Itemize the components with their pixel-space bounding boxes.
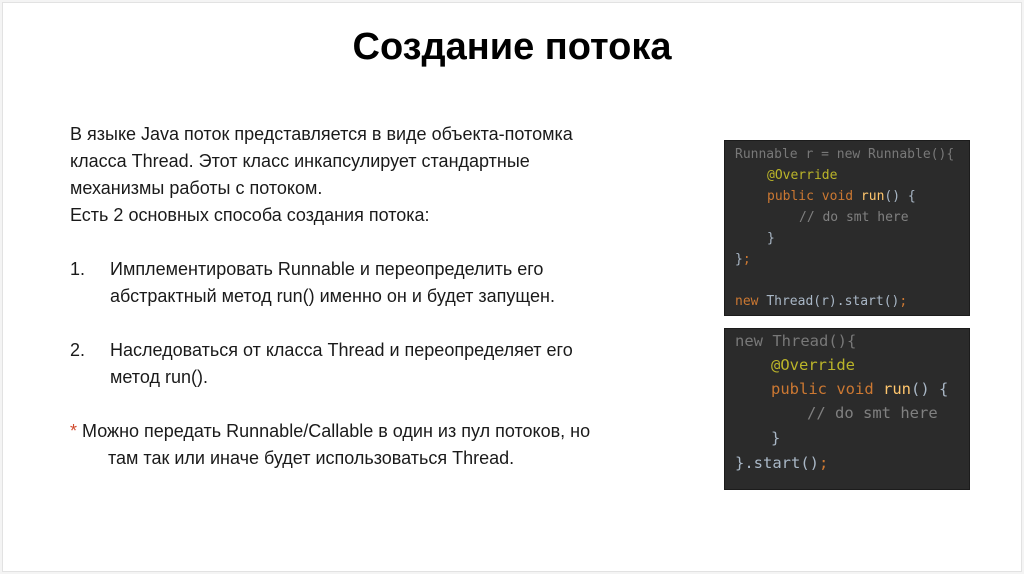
asterisk-icon: * xyxy=(70,421,78,441)
code-line: @Override xyxy=(771,356,855,374)
slide-body xyxy=(70,121,710,472)
intro-line: Есть 2 основных способа создания потока: xyxy=(70,205,430,225)
slide-title: Создание потока xyxy=(352,26,672,68)
code-line: // do smt here xyxy=(807,404,938,422)
list-item-1 xyxy=(70,256,710,310)
code-line: new Thread(r).start(); xyxy=(735,294,908,309)
list-item-line: абстрактный метод run() именно он и будет запущен. xyxy=(110,286,555,306)
list-item-2 xyxy=(70,337,710,391)
code-snippet-thread xyxy=(724,328,970,490)
code-line: } xyxy=(767,231,775,246)
footnote-line: Можно передать Runnable/Callable в один из пул потоков, но xyxy=(77,421,591,441)
footnote-line: там так или иначе будет использоваться Thread. xyxy=(108,448,515,468)
footnote xyxy=(70,418,710,472)
code-line: } xyxy=(771,429,781,447)
code-line: // do smt here xyxy=(799,210,909,225)
code-line: }; xyxy=(735,252,751,267)
code-line: public void run() { xyxy=(767,189,916,204)
list-number: 1. xyxy=(70,259,86,279)
code-line: }.start(); xyxy=(735,454,829,472)
list-item-line: Имплементировать Runnable и переопределить его xyxy=(110,259,544,279)
code-line: @Override xyxy=(767,168,838,183)
intro-line: В языке Java поток представляется в виде объекта-потомка xyxy=(70,124,573,144)
list-item-line: метод run(). xyxy=(110,367,208,387)
code-line: public void run() { xyxy=(771,380,949,398)
code-line: new Thread(){ xyxy=(735,332,857,350)
list-item-line: Наследоваться от класса Thread и переопределяет его xyxy=(110,340,573,360)
code-snippet-runnable xyxy=(724,140,970,316)
intro-line: класса Thread. Этот класс инкапсулирует стандартные xyxy=(70,151,530,171)
code-line: Runnable r = new Runnable(){ xyxy=(735,147,955,162)
list-number: 2. xyxy=(70,340,86,360)
intro-line: механизмы работы с потоком. xyxy=(70,178,323,198)
